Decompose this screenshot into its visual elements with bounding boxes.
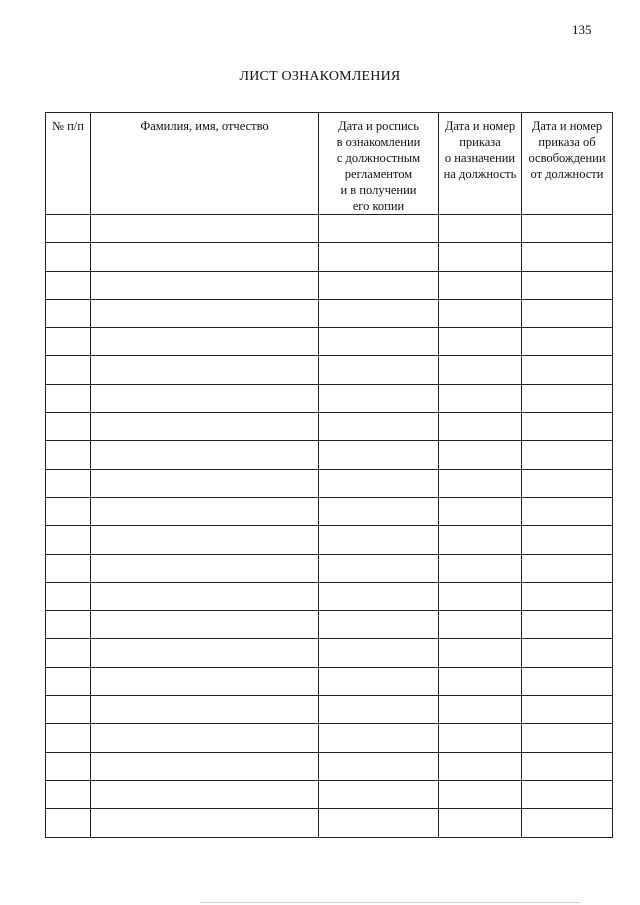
table-cell bbox=[319, 752, 439, 780]
table-cell bbox=[522, 271, 613, 299]
table-cell bbox=[522, 243, 613, 271]
table-cell bbox=[46, 299, 91, 327]
table-cell bbox=[91, 243, 319, 271]
table-cell bbox=[91, 724, 319, 752]
table-row bbox=[46, 469, 613, 497]
table-cell bbox=[91, 554, 319, 582]
table-cell bbox=[91, 752, 319, 780]
table-cell bbox=[522, 809, 613, 837]
table-cell bbox=[439, 639, 522, 667]
table-cell bbox=[91, 582, 319, 610]
table-cell bbox=[522, 752, 613, 780]
table-body bbox=[46, 215, 613, 838]
table-cell bbox=[522, 441, 613, 469]
table-cell bbox=[439, 554, 522, 582]
table-cell bbox=[46, 582, 91, 610]
table-row bbox=[46, 243, 613, 271]
table-cell bbox=[522, 384, 613, 412]
table-cell bbox=[46, 384, 91, 412]
table-cell bbox=[46, 441, 91, 469]
table-row bbox=[46, 384, 613, 412]
table-cell bbox=[522, 639, 613, 667]
table-cell bbox=[46, 356, 91, 384]
table-row bbox=[46, 328, 613, 356]
table-cell bbox=[522, 667, 613, 695]
table-cell bbox=[91, 809, 319, 837]
table-cell bbox=[439, 611, 522, 639]
table-row bbox=[46, 215, 613, 243]
table-cell bbox=[319, 696, 439, 724]
table-cell bbox=[319, 413, 439, 441]
table-row bbox=[46, 611, 613, 639]
table-cell bbox=[439, 356, 522, 384]
table-cell bbox=[439, 299, 522, 327]
header-dismissal-order: Дата и номер приказа об освобождении от должности bbox=[522, 113, 613, 215]
table-cell bbox=[46, 413, 91, 441]
table-cell bbox=[91, 469, 319, 497]
table-cell bbox=[46, 752, 91, 780]
table-cell bbox=[439, 752, 522, 780]
table-cell bbox=[522, 780, 613, 808]
table-row bbox=[46, 696, 613, 724]
table-cell bbox=[46, 215, 91, 243]
table-cell bbox=[319, 215, 439, 243]
table-cell bbox=[46, 780, 91, 808]
table-cell bbox=[439, 696, 522, 724]
table-cell bbox=[319, 667, 439, 695]
table-cell bbox=[522, 611, 613, 639]
table-cell bbox=[319, 384, 439, 412]
table-cell bbox=[91, 611, 319, 639]
table-cell bbox=[46, 809, 91, 837]
table-row bbox=[46, 356, 613, 384]
table-cell bbox=[319, 526, 439, 554]
table-cell bbox=[91, 497, 319, 525]
table-cell bbox=[319, 809, 439, 837]
header-signature-date: Дата и роспись в ознакомлении с должностным регламентом и в получении его копии bbox=[319, 113, 439, 215]
table-cell bbox=[439, 809, 522, 837]
table-row bbox=[46, 526, 613, 554]
table-cell bbox=[91, 328, 319, 356]
table-cell bbox=[319, 271, 439, 299]
table-cell bbox=[522, 582, 613, 610]
table-cell bbox=[522, 526, 613, 554]
table-cell bbox=[91, 780, 319, 808]
page-number: 135 bbox=[572, 22, 592, 37]
table-row bbox=[46, 497, 613, 525]
table-cell bbox=[522, 497, 613, 525]
table-cell bbox=[319, 780, 439, 808]
table-cell bbox=[46, 243, 91, 271]
table-cell bbox=[46, 696, 91, 724]
table-cell bbox=[522, 356, 613, 384]
table-cell bbox=[439, 582, 522, 610]
table-cell bbox=[439, 215, 522, 243]
table-cell bbox=[319, 356, 439, 384]
table-row bbox=[46, 554, 613, 582]
table-cell bbox=[522, 413, 613, 441]
table-cell bbox=[319, 328, 439, 356]
table-cell bbox=[46, 611, 91, 639]
table-cell bbox=[439, 271, 522, 299]
table-cell bbox=[319, 611, 439, 639]
table-cell bbox=[522, 696, 613, 724]
header-number: № п/п bbox=[46, 113, 91, 215]
table-cell bbox=[91, 696, 319, 724]
table-cell bbox=[319, 582, 439, 610]
table-cell bbox=[91, 271, 319, 299]
table-cell bbox=[439, 724, 522, 752]
table-cell bbox=[319, 243, 439, 271]
table-cell bbox=[91, 639, 319, 667]
table-row bbox=[46, 413, 613, 441]
table-cell bbox=[46, 271, 91, 299]
table-cell bbox=[522, 554, 613, 582]
table-cell bbox=[439, 667, 522, 695]
page-title: ЛИСТ ОЗНАКОМЛЕНИЯ bbox=[239, 69, 401, 84]
table-row bbox=[46, 582, 613, 610]
table-cell bbox=[319, 639, 439, 667]
table-cell bbox=[439, 413, 522, 441]
table-row bbox=[46, 441, 613, 469]
table-cell bbox=[91, 384, 319, 412]
table-row bbox=[46, 724, 613, 752]
table-cell bbox=[91, 526, 319, 554]
table-cell bbox=[46, 526, 91, 554]
table-cell bbox=[522, 724, 613, 752]
table-cell bbox=[439, 497, 522, 525]
table-cell bbox=[91, 667, 319, 695]
table-cell bbox=[439, 526, 522, 554]
table-cell bbox=[439, 384, 522, 412]
table-row bbox=[46, 780, 613, 808]
table-cell bbox=[522, 215, 613, 243]
table-cell bbox=[319, 299, 439, 327]
header-full-name: Фамилия, имя, отчество bbox=[91, 113, 319, 215]
table-cell bbox=[522, 328, 613, 356]
scan-edge-line bbox=[200, 902, 580, 903]
table-row bbox=[46, 271, 613, 299]
table-row bbox=[46, 639, 613, 667]
table-cell bbox=[46, 497, 91, 525]
table-cell bbox=[439, 328, 522, 356]
table-row bbox=[46, 299, 613, 327]
table-cell bbox=[91, 215, 319, 243]
table-cell bbox=[439, 243, 522, 271]
table-cell bbox=[439, 780, 522, 808]
table-cell bbox=[46, 639, 91, 667]
table-cell bbox=[522, 299, 613, 327]
table-cell bbox=[439, 441, 522, 469]
acknowledgement-table bbox=[45, 112, 613, 838]
table-cell bbox=[319, 497, 439, 525]
table-cell bbox=[319, 469, 439, 497]
table-cell bbox=[46, 328, 91, 356]
table-cell bbox=[91, 441, 319, 469]
table-cell bbox=[319, 441, 439, 469]
table-cell bbox=[522, 469, 613, 497]
table-header-row bbox=[46, 113, 613, 215]
table-cell bbox=[91, 356, 319, 384]
table-cell bbox=[46, 469, 91, 497]
table-row bbox=[46, 752, 613, 780]
table-row bbox=[46, 667, 613, 695]
table-cell bbox=[91, 299, 319, 327]
table-cell bbox=[319, 724, 439, 752]
table-cell bbox=[46, 554, 91, 582]
table-cell bbox=[46, 667, 91, 695]
table-cell bbox=[439, 469, 522, 497]
table-cell bbox=[319, 554, 439, 582]
table-row bbox=[46, 809, 613, 837]
table-cell bbox=[91, 413, 319, 441]
table-cell bbox=[46, 724, 91, 752]
header-appointment-order: Дата и номер приказа о назначении на должность bbox=[439, 113, 522, 215]
